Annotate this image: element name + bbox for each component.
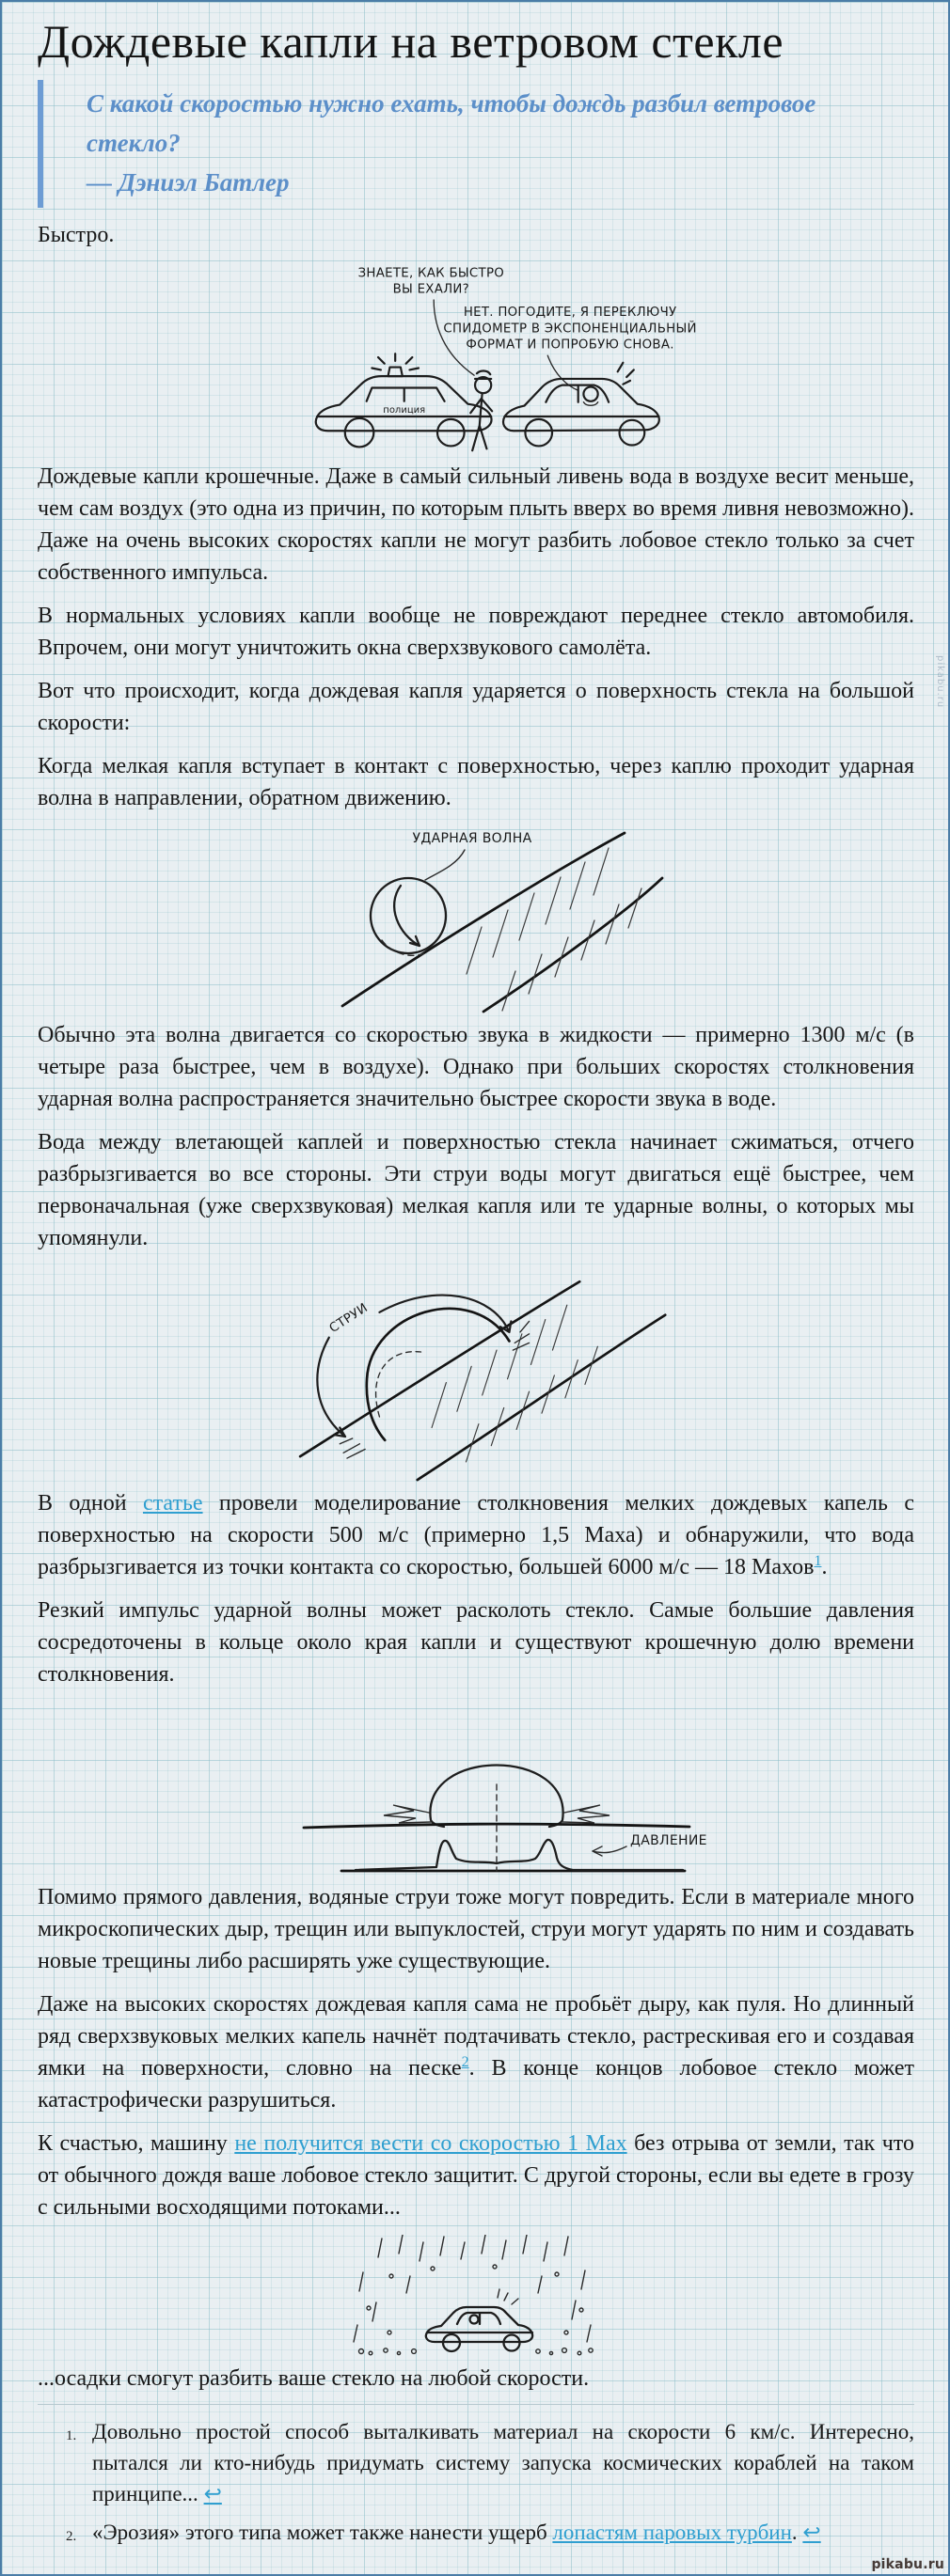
driver-head	[470, 2315, 479, 2323]
footnote-2-number: 2.	[66, 2528, 77, 2544]
question-text: С какой скоростью нужно ехать, чтобы дождь разбил ветровое стекло?	[87, 88, 816, 157]
shockwave-arrow	[394, 886, 420, 946]
paragraph-12: ...осадки смогут разбить ваше стекло на любой скорости.	[38, 2365, 590, 2391]
driver-head	[583, 386, 597, 401]
paragraph-intro: Быстро.	[38, 222, 115, 247]
turbine-blades-link[interactable]: лопастям паровых турбин	[552, 2520, 792, 2544]
splash-lower	[340, 1438, 365, 1458]
raindrop-circle	[371, 878, 446, 953]
paragraph-7	[38, 1487, 914, 1583]
paragraph-10-pre: Даже на высоких скоростях дождевая капля сама не пробьёт дыру, как пуля. Но длинный ряд сверхзвуковых мелких капель начнёт подтачивать стекло, растрескивая его и создавая ямки на поверхности, словно на песке	[38, 1991, 914, 2081]
comic-driver-speech-line2: СПИДОМЕТР В ЭКСПОНЕНЦИАЛЬНЫЙ	[443, 321, 697, 336]
footnotes-list	[38, 2416, 914, 2548]
footnote-1	[66, 2416, 914, 2509]
comic-officer-speech-line1: ЗНАЕТЕ, КАК БЫСТРО	[357, 265, 505, 280]
footnote-2	[66, 2517, 914, 2548]
comic-officer-speech-line2: ВЫ ЕХАЛИ?	[392, 281, 470, 296]
shockwave-pointer-line	[425, 850, 465, 880]
diagram-shockwave-image	[331, 825, 689, 1013]
paragraph-10	[38, 1988, 914, 2116]
footnote-2-pre: «Эрозия» этого типа может также нанести ущерб	[92, 2520, 553, 2544]
officer-figure	[470, 370, 492, 450]
footnote-ref-1[interactable]: 1	[814, 1552, 822, 1569]
comic-driver-speech-line1: НЕТ. ПОГОДИТЕ, Я ПЕРЕКЛЮЧУ	[463, 305, 677, 320]
paragraph-7-mid: провели моделирование столкновения мелких дождевых капель с поверхностью на скорости 500 м/с (примерно 1,5 Маха) и обнаружили, что вода разбрызгивается из точки контакта со скоростью, большей 6000 м/с — 18 Махов	[38, 1490, 915, 1579]
diagram-jets-image	[264, 1265, 688, 1482]
page-title: Дождевые капли на ветровом стекле	[38, 15, 784, 68]
paragraph-6: Вода между влетающей каплей и поверхностью стекла начинает сжиматься, отчего разбрызгивается во все стороны. Эти струи воды могут двигаться ещё быстрее, чем первоначальная (уже сверхзвуковая) мелкая капля или те ударные волны, о которых мы упомянули.	[38, 1129, 914, 1250]
comic-police-stop-image	[147, 262, 805, 455]
surprise-marks	[618, 362, 634, 384]
paragraph-1: Дождевые капли крошечные. Даже в самый сильный ливень вода в воздухе весит меньше, чем сам воздух (это одна из причин, по которым плыть вверх во время ливня невозможно). Даже на очень высоких скоростях капли не могут разбить лобовое стекло только за счет собственного импульса.	[38, 463, 914, 585]
paragraph-11	[38, 2128, 914, 2223]
diagram-pressure	[58, 1702, 935, 1876]
pikabu-watermark: pikabu.ru	[871, 2557, 944, 2572]
paragraph-2: В нормальных условиях капли вообще не повреждают переднее стекло автомобиля. Впрочем, они могут уничтожить окна сверхзвукового самолёта.	[38, 603, 914, 660]
mach-speed-link[interactable]: не получится вести со скоростью 1 Мах	[234, 2130, 627, 2156]
paragraph-9: Помимо прямого давления, водяные струи тоже могут повредить. Если в материале много микроскопических дыр, трещин или выпуклостей, струи могут ударять по ним и создавать новые трещины либо расширять уже существующие.	[38, 1884, 914, 1973]
footnote-ref-2[interactable]: 2	[461, 2053, 469, 2070]
glass-surface-line2	[418, 1314, 666, 1479]
footnote-2-back-link[interactable]: ↩	[802, 2520, 821, 2544]
splash-left	[384, 1805, 431, 1823]
storm-car	[426, 2289, 532, 2351]
paragraph-7-post: .	[821, 1554, 828, 1579]
paragraph-5: Обычно эта волна двигается со скоростью звука в жидкости — примерно 1300 м/с (в четыре раза быстрее, чем в воздухе). Однако при больших скоростях столкновения ударная волна распространяется значительно быстрее скорости звука в воде.	[38, 1022, 914, 1111]
paragraph-10-post: . В конце концов лобовое стекло может катастрофически разрушиться.	[38, 2055, 914, 2113]
paragraph-7-pre: В одной	[38, 1490, 143, 1516]
jet-arrow-upper	[379, 1295, 511, 1331]
diagram-jets	[38, 1265, 914, 1482]
jets-label: СТРУИ	[326, 1300, 371, 1336]
diagram-pressure-image	[261, 1702, 732, 1876]
glass-surface-line	[342, 830, 625, 1006]
paragraph-11-post: без отрыва от земли, так что от обычного дождя ваше лобовое стекло защитит. С другой стороны, если вы едете в грозу с сильными восходящими потоками...	[38, 2130, 914, 2220]
windshield-impact-marks	[498, 2289, 518, 2304]
question-blockquote	[38, 80, 914, 208]
comic-storm-image	[344, 2235, 608, 2357]
footnote-2-post: .	[791, 2520, 803, 2544]
footnote-1-text: Довольно простой способ выталкивать материал на скорости 6 км/с. Интересно, пытался ли кто-нибудь придумать систему запуска космических кораблей на таком принципе...	[92, 2419, 914, 2505]
comic-storm	[38, 2235, 914, 2357]
footnote-1-number: 1.	[66, 2427, 77, 2443]
comic-police-stop	[38, 262, 914, 455]
comic-driver-speech-line3: ФОРМАТ И ПОПРОБУЮ СНОВА.	[466, 338, 674, 353]
footnote-1-back-link[interactable]: ↩	[203, 2481, 222, 2505]
diagram-shockwave	[71, 825, 948, 1013]
paragraph-11-pre: К счастью, машину	[38, 2130, 235, 2156]
paragraph-3: Вот что происходит, когда дождевая капля ударяется о поверхность стекла на большой скорости:	[38, 678, 914, 735]
side-watermark: pikabu.ru	[935, 655, 945, 709]
splash-right	[562, 1805, 610, 1823]
paragraph-4: Когда мелкая капля вступает в контакт с поверхностью, через каплю проходит ударная волна в направлении, обратном движению.	[38, 753, 914, 810]
pressure-pointer-arrow	[593, 1846, 626, 1856]
paragraph-8: Резкий импульс ударной волны может расколоть стекло. Самые большие давления сосредоточены в кольце около края капли и существуют крошечную долю времени столкновения.	[38, 1597, 914, 1687]
police-car-label: полиция	[383, 404, 426, 416]
stopped-car	[503, 362, 659, 446]
jet-loop-arc	[367, 1308, 510, 1439]
glass-hatching	[432, 1305, 597, 1462]
study-link[interactable]: статье	[142, 1490, 203, 1516]
footnotes-divider	[38, 2404, 914, 2405]
pressure-label: ДАВЛЕНИЕ	[630, 1832, 707, 1848]
police-light-icon	[372, 353, 419, 376]
question-author: — Дэниэл Батлер	[87, 167, 290, 196]
jet-arrow-lower	[317, 1337, 345, 1436]
shockwave-label: УДАРНАЯ ВОЛНА	[412, 830, 532, 846]
ground-splashes	[359, 2348, 594, 2354]
rain-lines	[354, 2235, 591, 2342]
article-content	[2, 2, 948, 2548]
